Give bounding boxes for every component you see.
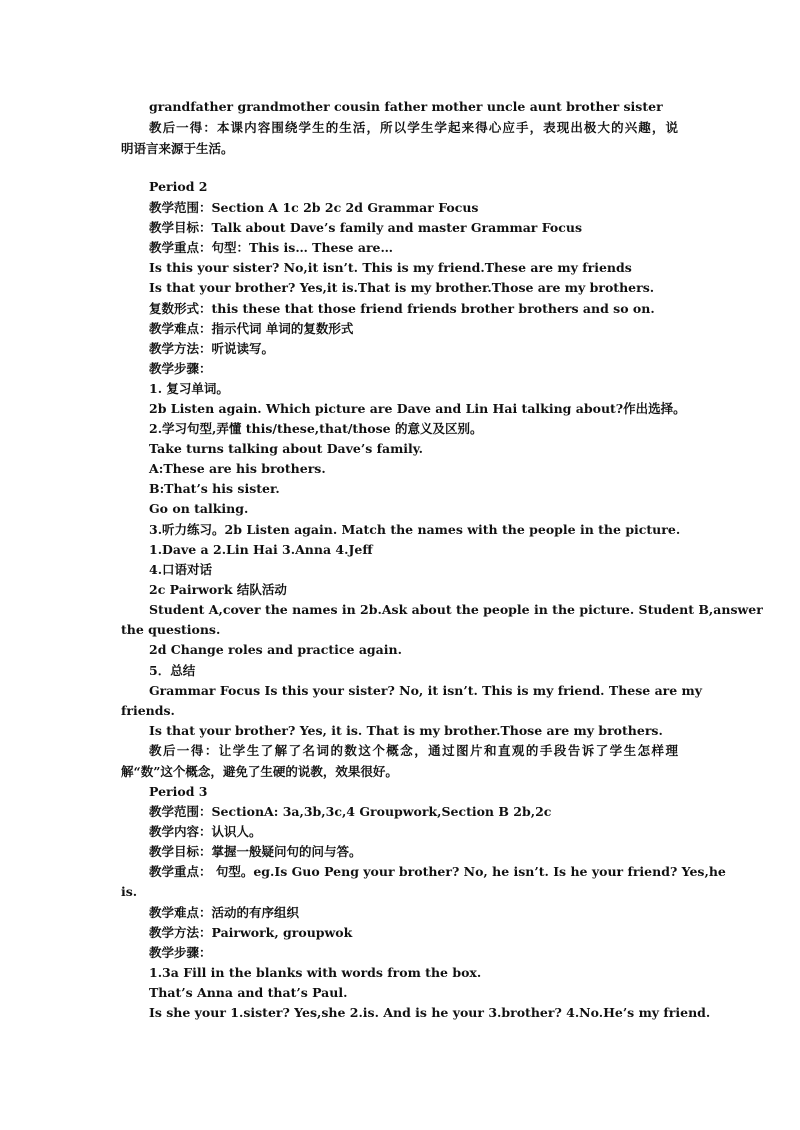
text-line: 教学重点：句型：This is… These are… [149,240,393,255]
text-line: 3.听力练习。2b Listen again. Match the names with the people in the picture. [149,522,681,537]
text-line-cont: friends. [121,703,175,718]
text-line: A:These are his brothers. [149,461,326,476]
text-line: Grammar Focus Is this your sister? No, it isn’t. This is my friend. These are my [149,683,703,698]
text-line: 5．总结 [149,663,196,678]
text-line: 教学目标：掌握一般疑问句的问与答。 [149,844,362,859]
text-line: 教学范围：SectionA: 3a,3b,3c,4 Groupwork,Section B 2b,2c [149,804,552,819]
text-line: 教学难点：活动的有序组织 [149,905,300,920]
text-line: Is she your 1.sister? Yes,she 2.is. And is he your 3.brother? 4.No.He’s my friend. [149,1005,711,1020]
text-line: 2.学习句型,弄懂 this/these,that/those 的意义及区别。 [149,421,483,436]
reflection-line: 教后一得：让学生了解了名词的数这个概念，通过图片和直观的手段告诉了学生怎样理 [149,743,678,758]
text-line: Student A,cover the names in 2b.Ask about the people in the picture. Student B,answer [149,602,763,617]
text-line: 教学方法：Pairwork, groupwok [149,925,353,940]
text-line: Is that your brother? Yes,it is.That is my brother.Those are my brothers. [149,280,655,295]
text-line: Is that your brother? Yes, it is. That is my brother.Those are my brothers. [149,723,663,738]
vocabulary-line: grandfather grandmother cousin father mother uncle aunt brother sister [149,99,663,114]
reflection-line: 教后一得：本课内容围绕学生的生活，所以学生学起来得心应手，表现出极大的兴趣，说 [149,120,678,135]
text-line: 复数形式：this these that those friend friends brother brothers and so on. [149,301,655,316]
text-line: 1.3a Fill in the blanks with words from the box. [149,965,482,980]
period-heading: Period 3 [149,784,208,799]
text-line: 教学难点：指示代词 单词的复数形式 [149,321,354,336]
text-line: That’s Anna and that’s Paul. [149,985,348,1000]
text-line: 教学目标：Talk about Dave’s family and master Grammar Focus [149,220,582,235]
text-line: 教学重点： 句型。eg.Is Guo Peng your brother? No, he isn’t. Is he your friend? Yes,he [149,864,726,879]
text-line: B:That’s his sister. [149,481,280,496]
text-line: 教学步骤： [149,361,212,376]
text-line: 2c Pairwork 结队活动 [149,582,287,597]
period-heading: Period 2 [149,179,208,194]
text-line: 教学方法：听说读写。 [149,341,275,356]
text-line: 4.口语对话 [149,562,213,577]
text-line: 2d Change roles and practice again. [149,642,402,657]
text-line: Go on talking. [149,501,249,516]
text-line: 2b Listen again. Which picture are Dave and Lin Hai talking about?作出选择。 [149,401,686,416]
reflection-line-cont: 明语言来源于生活。 [121,141,234,156]
text-line: Take turns talking about Dave’s family. [149,441,423,456]
text-line-cont: the questions. [121,622,221,637]
text-line: 教学步骤： [149,945,212,960]
text-line-cont: is. [121,884,138,899]
text-line: 教学范围：Section A 1c 2b 2c 2d Grammar Focus [149,200,479,215]
text-line: 教学内容：认识人。 [149,824,262,839]
text-line: 1.Dave a 2.Lin Hai 3.Anna 4.Jeff [149,542,373,557]
reflection-line-cont: 解“数”这个概念，避免了生硬的说教，效果很好。 [121,764,398,779]
text-line: 1. 复习单词。 [149,381,229,396]
text-line: Is this your sister? No,it isn’t. This is my friend.These are my friends [149,260,632,275]
